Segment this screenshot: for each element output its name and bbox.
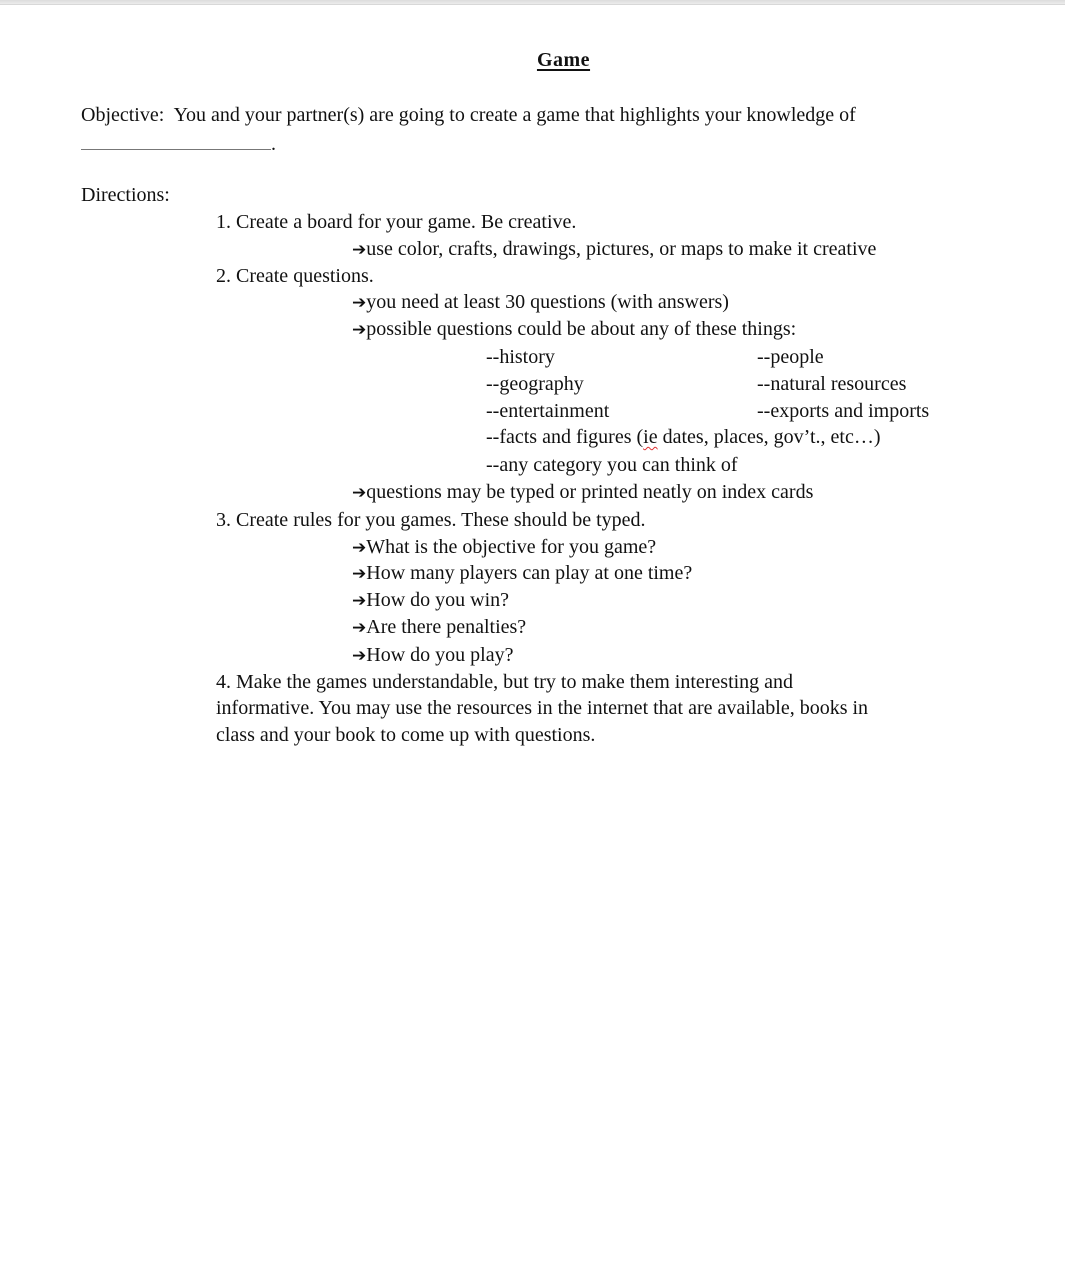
fill-in-blank: [81, 135, 271, 150]
arrow-right-icon: ➔: [352, 320, 367, 340]
category-item: --any category you can think of: [486, 454, 738, 476]
category-item: --people: [757, 346, 824, 368]
step-3-subitem: ➔Are there penalties?: [352, 616, 527, 638]
arrow-right-icon: ➔: [352, 538, 367, 558]
step-1: 1. Create a board for your game. Be creative.: [216, 211, 577, 233]
step-2: 2. Create questions.: [216, 265, 374, 287]
step-3-subitem: ➔What is the objective for you game?: [352, 536, 657, 558]
step-2-subitem: ➔questions may be typed or printed neatly on index cards: [352, 481, 814, 503]
step-3-subitem: ➔How many players can play at one time?: [352, 562, 693, 584]
objective-text: You and your partner(s) are going to create a game that highlights your knowledge of: [173, 104, 856, 126]
step-3-subitem: ➔How do you win?: [352, 589, 510, 611]
objective-line: [81, 103, 856, 127]
spellcheck-flagged-word[interactable]: ie: [643, 426, 658, 448]
step-4-line: class and your book to come up with questions.: [216, 724, 596, 746]
step-2-subitem: ➔possible questions could be about any of these things:: [352, 318, 797, 340]
arrow-right-icon: ➔: [352, 618, 367, 638]
blank-period: .: [271, 133, 276, 155]
step-2-subitem: ➔you need at least 30 questions (with answers): [352, 291, 729, 313]
step-4-line: 4. Make the games understandable, but try to make them interesting and: [216, 671, 794, 693]
category-item: --facts and figures (ie dates, places, gov’t., etc…): [486, 426, 881, 448]
step-1-subitem: ➔use color, crafts, drawings, pictures, or maps to make it creative: [352, 238, 877, 260]
arrow-right-icon: ➔: [352, 591, 367, 611]
objective-blank-line: [81, 132, 276, 156]
objective-label: Objective:: [81, 104, 165, 126]
category-item: --geography: [486, 373, 584, 395]
category-item: --natural resources: [757, 373, 907, 395]
directions-label: Directions:: [81, 184, 170, 206]
arrow-right-icon: ➔: [352, 483, 367, 503]
document-title: Game: [536, 49, 591, 71]
arrow-right-icon: ➔: [352, 240, 367, 260]
arrow-right-icon: ➔: [352, 646, 367, 666]
arrow-right-icon: ➔: [352, 564, 367, 584]
step-3: 3. Create rules for you games. These should be typed.: [216, 509, 646, 531]
arrow-right-icon: ➔: [352, 293, 367, 313]
category-item: --history: [486, 346, 555, 368]
category-item: --exports and imports: [757, 400, 930, 422]
step-4-line: informative. You may use the resources in the internet that are available, books in: [216, 697, 869, 719]
step-3-subitem: ➔How do you play?: [352, 644, 514, 666]
category-item: --entertainment: [486, 400, 610, 422]
